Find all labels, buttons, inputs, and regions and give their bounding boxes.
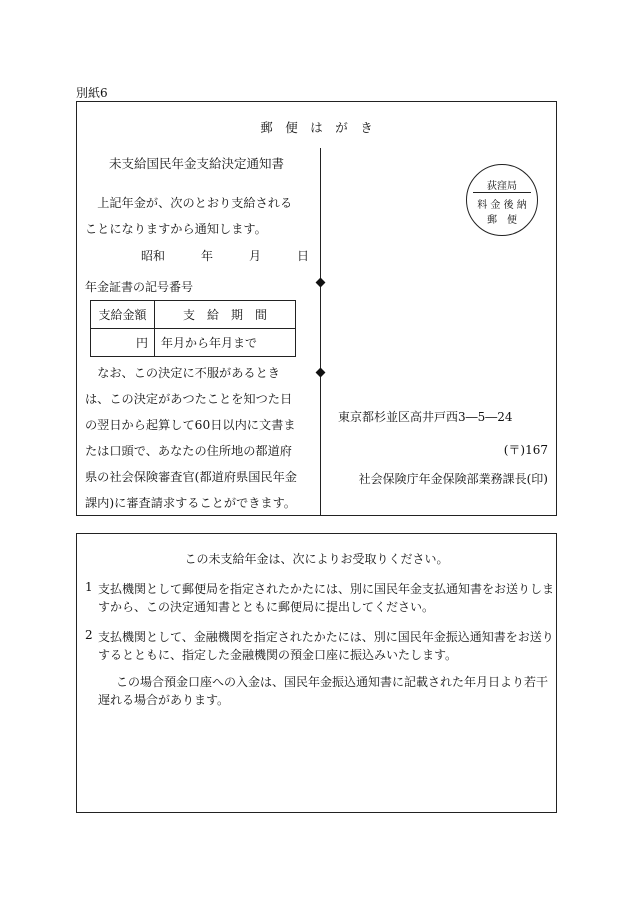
back-instructions-frame: [76, 533, 557, 813]
table-row: [91, 329, 296, 357]
instructions-heading: この未支給年金は、次によりお受取りください。: [184, 552, 449, 566]
intro-paragraph: 上記年金が、次のとおり支給されることになりますから通知します。: [85, 196, 293, 236]
period-value: 年月から年月まで: [155, 329, 296, 357]
divider-diamond-upper: [316, 278, 326, 288]
postcard-frame: [76, 101, 557, 516]
notice-title: 未支給国民年金支給決定通知書: [109, 156, 285, 171]
stamp-line1: 料 金 後 納: [477, 200, 527, 211]
stamp-rule: [473, 192, 531, 193]
divider-diamond-lower: [316, 368, 326, 378]
sender-name: 社会保険庁年金保険部業務課長(印): [358, 472, 548, 486]
objection-paragraph: なお、この決定に不服があるときは、この決定があつたことを知つた日の翌日から起算して60日以内に文書または口頭で、あなたの住所地の都道府県の社会保険審査官(都道府県国民年金課内)に審査請求することができます。: [85, 366, 297, 510]
certificate-number-label: 年金証書の記号番号: [85, 280, 194, 294]
amount-unit: 円: [91, 329, 155, 357]
payment-table: [90, 300, 296, 357]
vertical-divider: [320, 148, 321, 515]
item-2-number: 2: [85, 628, 93, 642]
sender-address: 東京都杉並区高井戸西3―5―24: [338, 410, 513, 424]
stamp-line2: 郵 便: [487, 215, 517, 226]
account-note: この場合預金口座への入金は、国民年金振込通知書に記載された年月日より若干遅れる場合があります。: [98, 675, 549, 707]
header-period: 支 給 期 間: [155, 301, 296, 329]
date-line: 昭和 年 月 日: [141, 249, 310, 263]
attachment-label: 別紙6: [76, 86, 108, 100]
item-1-text: 支払機関として郵便局を指定されたかたには、別に国民年金支払通知書をお送りしますから、この決定通知書とともに郵便局に提出してください。: [98, 582, 555, 614]
header-amount: 支給金額: [91, 301, 155, 329]
postage-paid-stamp: [466, 164, 538, 236]
item-2-text: 支払機関として、金融機関を指定されたかたには、別に国民年金振込通知書をお送りするとともに、指定した金融機関の預金口座に振込みいたします。: [98, 630, 554, 662]
postal-code: (〒)167: [503, 443, 548, 457]
item-1-number: 1: [85, 580, 93, 594]
stamp-office: 荻窪局: [487, 181, 517, 192]
table-header-row: [91, 301, 296, 329]
postcard-title: 郵 便 は が き: [260, 120, 373, 135]
